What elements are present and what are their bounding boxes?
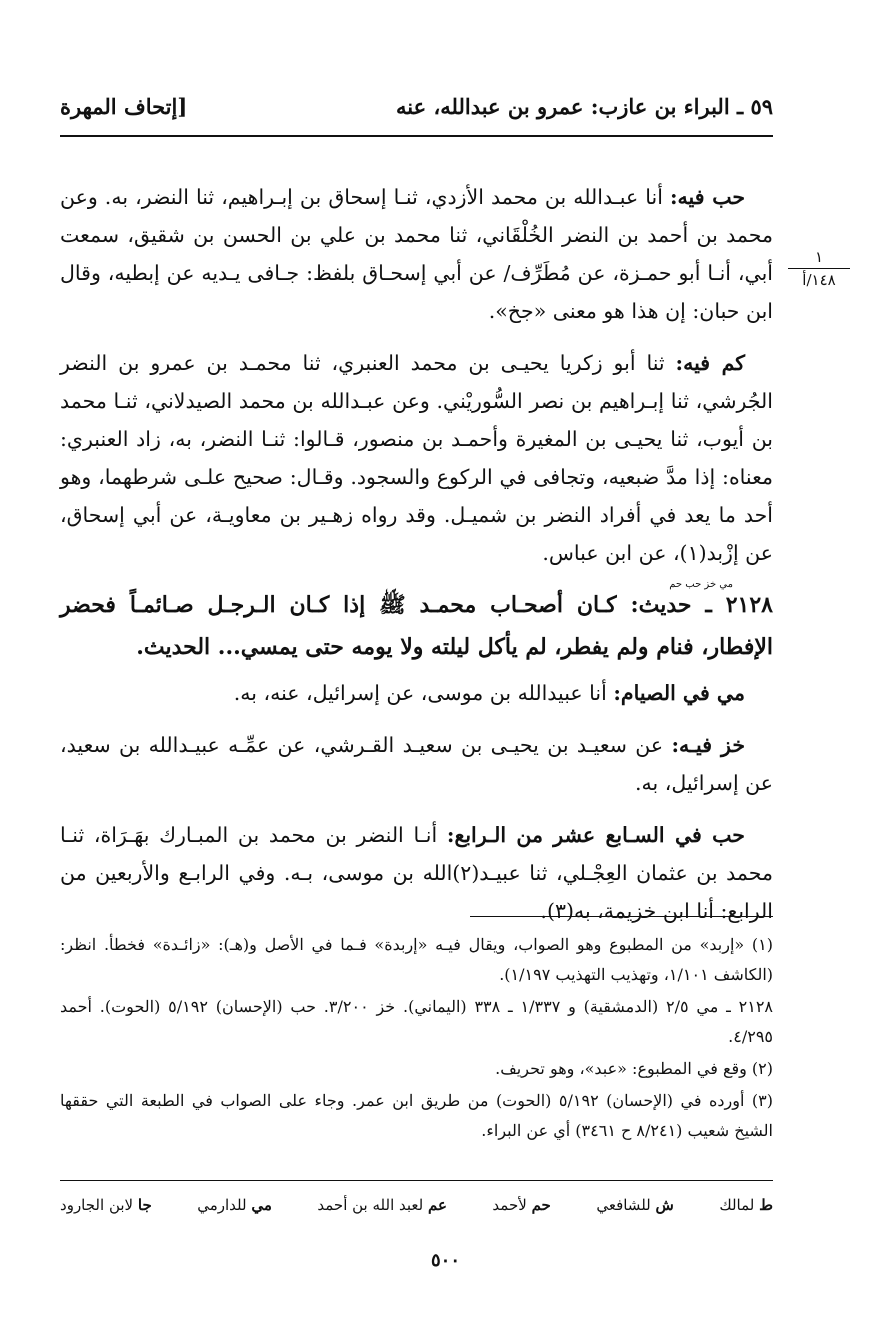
abbreviation-label: للدارمي (197, 1196, 247, 1214)
paragraph-lead: حب في السـابع عشر من الـرابع: (446, 823, 745, 847)
paragraph (60, 344, 773, 572)
abbreviation-label: لابن الجارود (60, 1196, 134, 1214)
margin-note-bottom: ١٤٨/أ (802, 271, 836, 289)
abbreviation-item (719, 1196, 773, 1214)
paragraph-text: أنـا النضر بن محمد بن المبـارك بهَـرَاة، ثنـا محمد بن عثمان العِجْـلي، ثنا عبيـد(٢)الله بن موسى، بـه. وفي الرابـع والأربعين من الرابع: أنا ابن خزيمة، به(٣). (60, 823, 773, 923)
paragraph-lead: خز فيـه: (671, 733, 745, 757)
margin-note-top: ١ (814, 248, 824, 266)
abbreviation-code: جا (137, 1196, 152, 1214)
hadith-sigla: مي خز حب حم (669, 579, 733, 590)
footnote: (٢) وقع في المطبوع: «عبد»، وهو تحريف. (495, 1059, 773, 1078)
main-text (60, 178, 773, 944)
paragraph-lead: كم فيه: (675, 351, 745, 375)
hadith-text: ٢١٢٨ ـ حديث: كـان أصحـاب محمـد ﷺ إذا كـان الـرجـل صـائمـاً فحضر الإفطار، فنام ولم يفطر، لم يأكل ليلته ولا يومه حتى يمسي... الحديث. (60, 592, 773, 660)
abbreviation-key (60, 1196, 773, 1214)
margin-folio-note (784, 248, 854, 289)
abbreviation-code: ش (655, 1196, 674, 1214)
abbreviation-item (492, 1196, 550, 1214)
hadith-entry (60, 580, 773, 668)
abbreviation-label: لأحمد (492, 1196, 527, 1214)
abbreviation-label: لعبد الله بن أحمد (317, 1196, 424, 1214)
paragraph-lead: مي في الصيام: (613, 681, 745, 705)
abbreviation-item (60, 1196, 152, 1214)
abbreviation-item (197, 1196, 272, 1214)
page-number: ٥٠٠ (430, 1250, 460, 1271)
paragraph-text: أنا عبـدالله بن محمد الأزدي، ثنـا إسحاق بن إبـراهيم، ثنا النضر، به. وعن محمد بن أحمد بن النضر الخُلْقَاني، ثنا محمد بن علي بن الحسن بن شقيق، سمعت أبي، أنـا أبو حمـزة، عن مُطَرِّف/ عن أبي إسحـاق بلفظ: جـافى يـديه عن إبطيه، وقال ابن حبان: إن هذا هو معنى «جخ». (60, 185, 773, 323)
abbreviation-code: مي (251, 1196, 272, 1214)
footnotes (60, 930, 773, 1148)
paragraph-text: ثنا أبو زكريا يحيـى بن محمد العنبري، ثنا محمـد بن عمرو بن النضر الجُرشي، ثنا إبـراهيم بن نصر السُّوريْني. وعن عبـدالله بن محمد الصيدلاني، ثنـا محمد بن أيوب، ثنا يحيـى بن المغيرة وأحمـد بن منصور، قـالوا: ثنـا النضر، به، زاد العنبري: معناه: إذا مدَّ ضبعيه، وتجافى في الركوع والسجود. وقـال: صحيح علـى شرطهما، وهو أحد ما يعد في أفراد النضر بن شميـل. وقد رواه زهـير بن معاويـة، عن أبي إسحاق، عن إزْبد(١)، عن ابن عباس. (60, 351, 773, 565)
footnote-divider (470, 916, 773, 917)
paragraph (60, 726, 773, 802)
footnote: ٢١٢٨ ـ مي ٢/٥ (الدمشقية) و ١/٣٣٧ ـ ٣٣٨ (اليماني). خز ٣/٢٠٠. حب (الإحسان) ٥/١٩٢ (الحوت). أحمد ٤/٢٩٥. (60, 997, 774, 1046)
abbreviation-item (317, 1196, 447, 1214)
abbreviation-code: عم (428, 1196, 447, 1214)
footnote: (٣) أورده في (الإحسان) ٥/١٩٢ (الحوت) من طريق ابن عمر. وجاء على الصواب في الطبعة التي حققها الشيخ شعيب (٨/٢٤١ ح ٣٤٦١) أي عن البراء. (60, 1091, 773, 1140)
paragraph (60, 674, 773, 712)
footnote: (١) «إربد» من المطبوع وهو الصواب، ويقال فيـه «إربدة» فـما في الأصل و(هـ): «زائـدة» فخطأ. انظر: (الكاشف ١/١٠١، وتهذيب التهذيب ١/١٩٧). (60, 935, 773, 984)
paragraph-lead: حب فيه: (669, 185, 746, 209)
paragraph (60, 178, 773, 330)
abbreviation-code: حم (531, 1196, 551, 1214)
paragraph (60, 816, 773, 930)
abbreviation-code: ط (759, 1196, 773, 1214)
margin-note-rule (788, 268, 850, 269)
page-header (60, 86, 773, 126)
book-title: [إتحاف المهرة (60, 93, 188, 119)
abbreviation-label: لمالك (719, 1196, 755, 1214)
abbreviation-item (596, 1196, 674, 1214)
abbreviation-label: للشافعي (596, 1196, 651, 1214)
paragraph-text: أنا عبيدالله بن موسى، عن إسرائيل، عنه، به. (233, 681, 614, 705)
paragraph-text: عن سعيـد بن يحيـى بن سعيـد القـرشي، عن عمِّـه عبيـدالله بن سعيد، عن إسرائيل، به. (60, 733, 773, 795)
running-title: ٥٩ ـ البراء بن عازب: عمرو بن عبدالله، عنه (396, 93, 773, 119)
header-divider (60, 135, 773, 137)
abbreviation-divider (60, 1180, 773, 1181)
